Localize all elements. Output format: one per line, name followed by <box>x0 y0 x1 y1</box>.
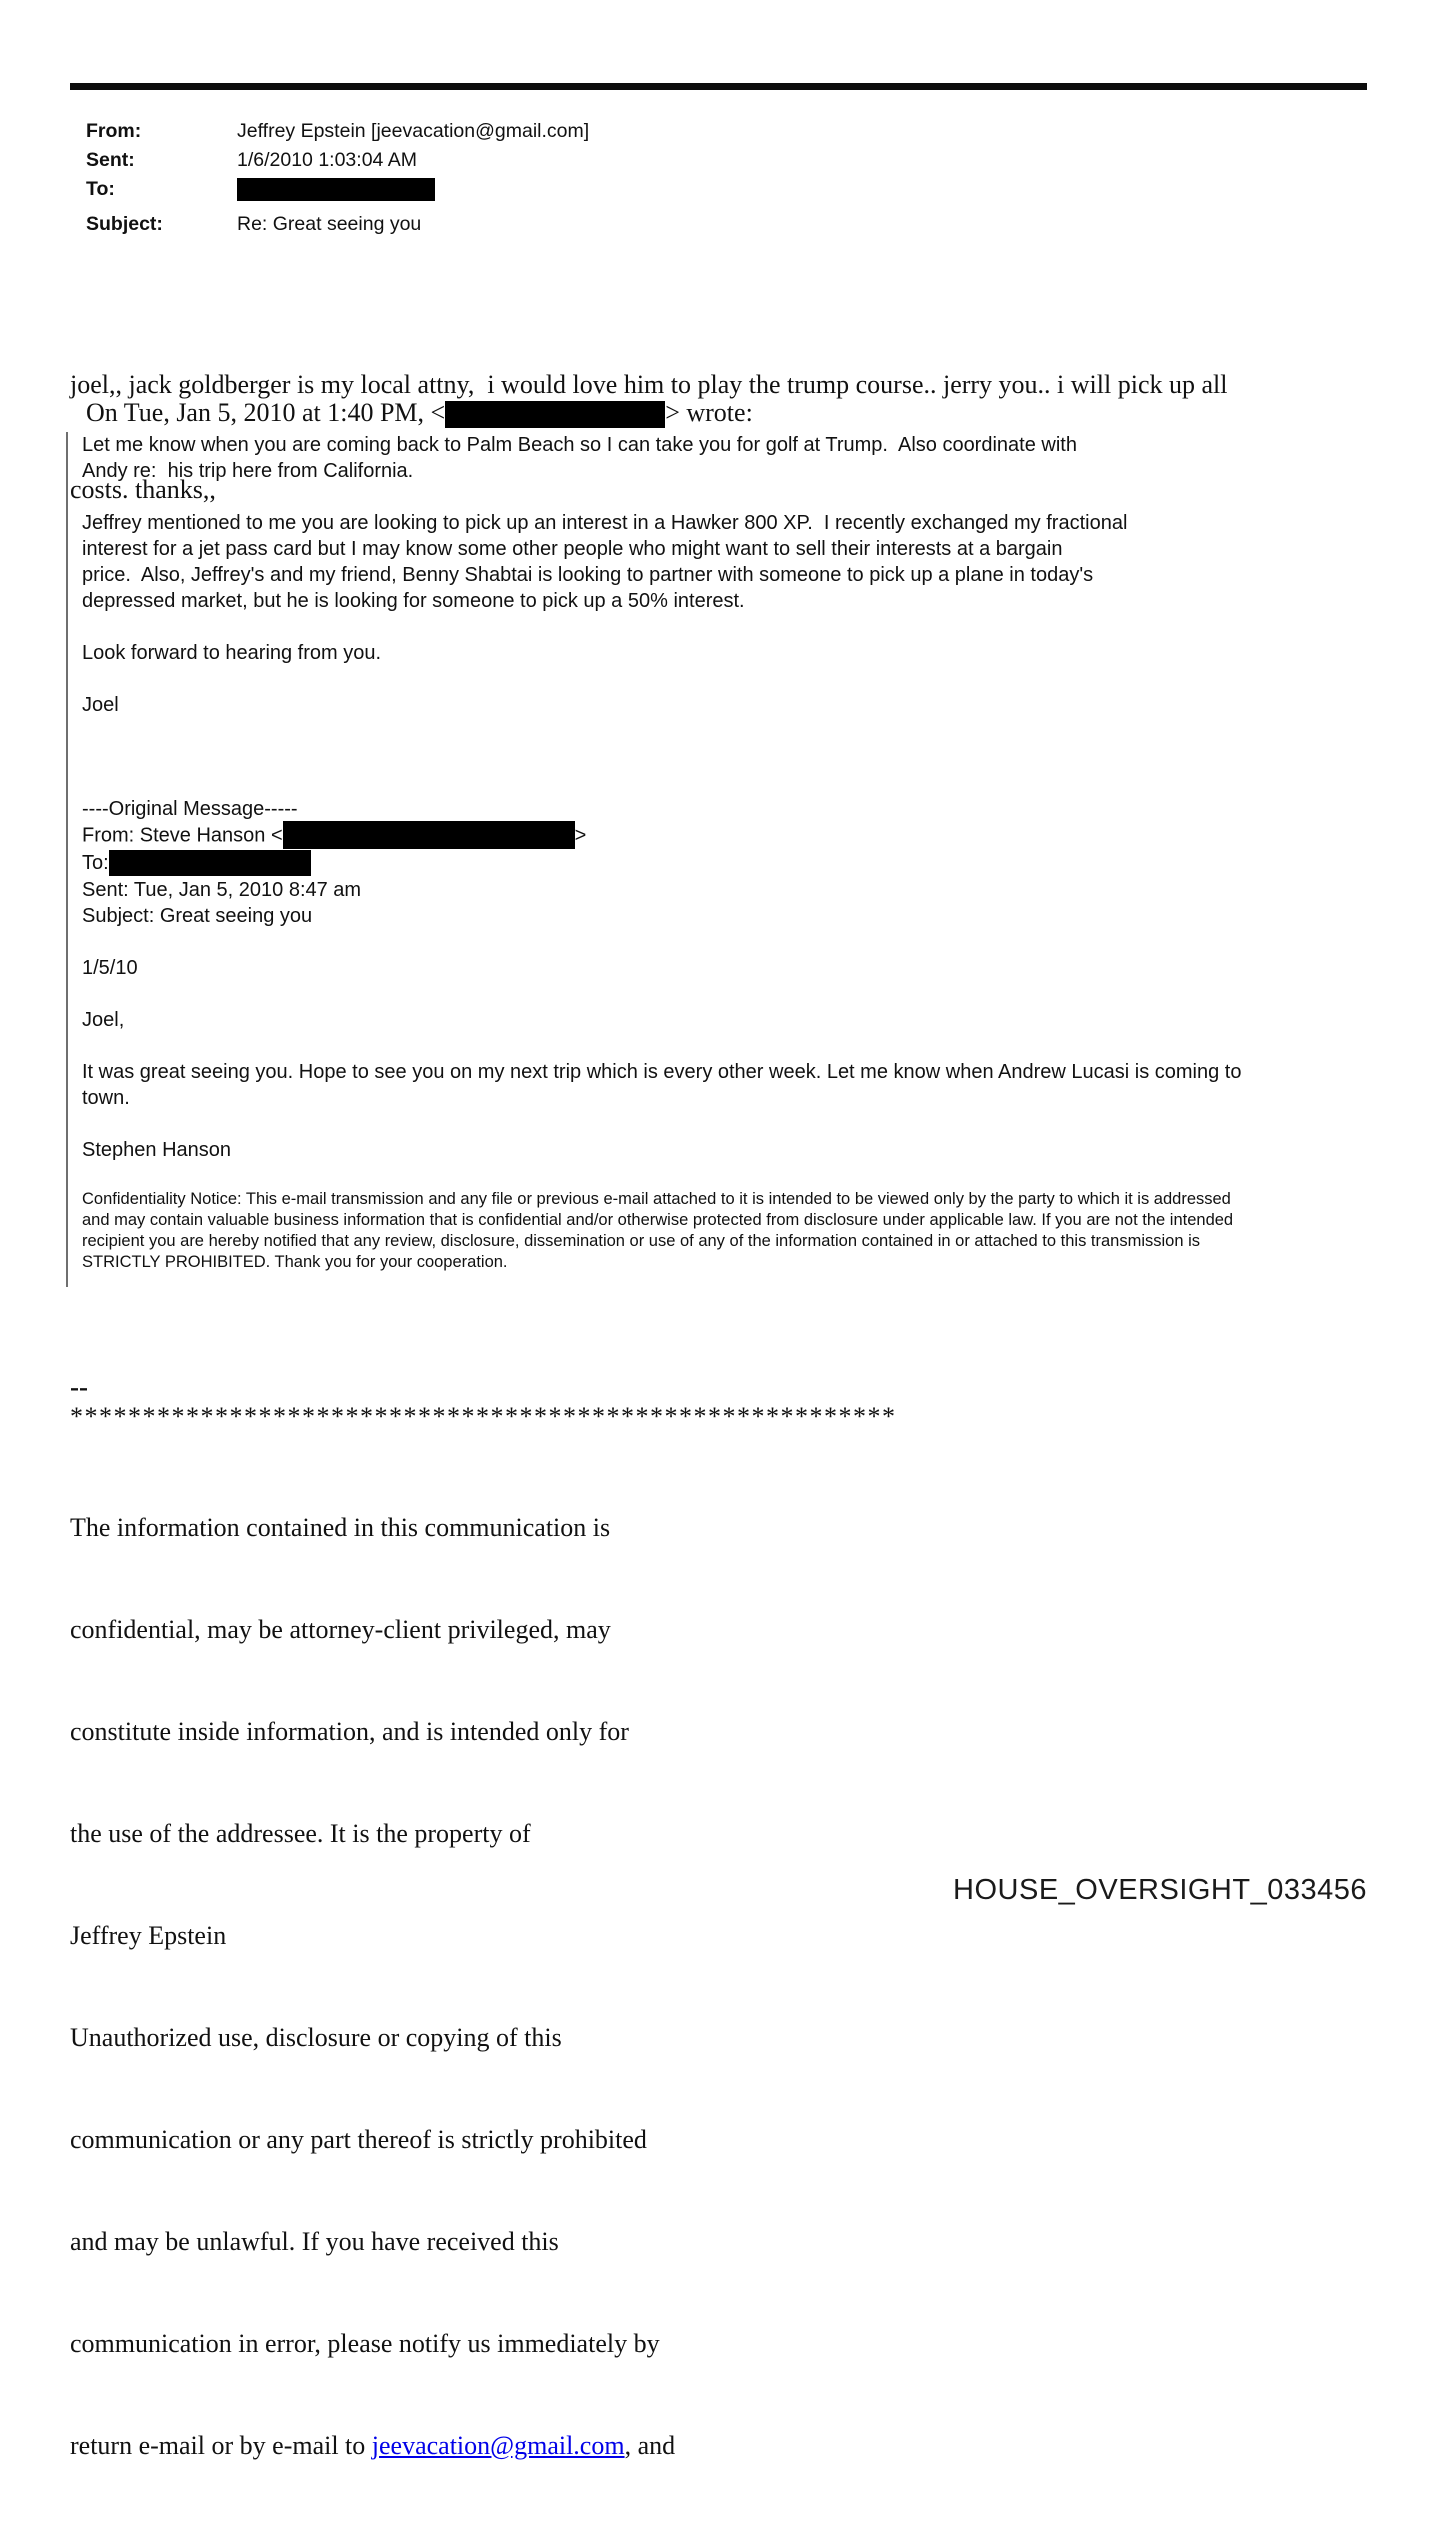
to-value-redacted <box>237 175 435 210</box>
email-header-block <box>86 117 589 239</box>
blank-line <box>82 981 1242 1007</box>
quote-attribution-line <box>86 398 753 429</box>
disclaimer-last-line-post: , and <box>624 2431 676 2460</box>
blank-line <box>82 484 1242 510</box>
confidentiality-notice <box>82 1189 1242 1273</box>
header-row-subject <box>86 210 589 239</box>
quoted-signoff: Joel <box>82 694 119 716</box>
confidentiality-notice-line: recipient you are hereby notified that any review, disclosure, dissemination or use of any of the information contained in or attached to this transmission is <box>82 1231 1201 1250</box>
quoted-line: Jeffrey mentioned to me you are looking to pick up an interest in a Hawker 800 XP. I recently exchanged my fractional <box>82 512 1128 534</box>
quoted-line: depressed market, but he is looking for someone to pick up a 50% interest. <box>82 590 745 612</box>
quoted-closing-line: Look forward to hearing from you. <box>82 642 382 664</box>
bates-number: HOUSE_OVERSIGHT_033456 <box>953 1874 1367 1906</box>
original-greeting: Joel, <box>82 1008 125 1031</box>
to-label: To: <box>86 178 115 200</box>
header-row-to <box>86 175 589 210</box>
sent-label: Sent: <box>86 149 135 171</box>
original-message-line: town. <box>82 1086 130 1109</box>
blank-line <box>82 666 1242 692</box>
blank-line <box>82 1033 1242 1059</box>
confidentiality-notice-line: Confidentiality Notice: This e-mail transmission and any file or previous e-mail attached to it is intended to be viewed only by the party to which it is addressed <box>82 1189 1231 1208</box>
original-message-line: It was great seeing you. Hope to see you on my next trip which is every other week. Let me know when Andrew Lucasi is coming to <box>82 1060 1242 1083</box>
disclaimer-line: communication or any part thereof is strictly prohibited <box>70 2125 647 2154</box>
attribution-text-post: > wrote: <box>665 398 753 427</box>
disclaimer-last-line <box>70 2429 790 2463</box>
redaction-bar <box>283 821 575 849</box>
sent-value: 1/6/2010 1:03:04 AM <box>237 149 417 171</box>
disclaimer-line: Jeffrey Epstein <box>70 1921 227 1950</box>
disclaimer-line: and may be unlawful. If you have received this <box>70 2227 559 2256</box>
epstein-disclaimer-block <box>70 1443 790 2531</box>
quoted-line: price. Also, Jeffrey's and my friend, Benny Shabtai is looking to partner with someone to pick up a plane in today's <box>82 564 1094 586</box>
redaction-bar <box>445 401 665 428</box>
disclaimer-line: the use of the addressee. It is the property of <box>70 1819 531 1848</box>
blank-line <box>82 770 1242 796</box>
quoted-line: Andy re: his trip here from California. <box>82 460 414 482</box>
disclaimer-line: constitute inside information, and is intended only for <box>70 1717 629 1746</box>
signature-separator-dashes: -- <box>70 1372 88 1402</box>
redaction-bar <box>109 850 311 876</box>
blank-line <box>82 718 1242 744</box>
subject-label: Subject: <box>86 213 163 235</box>
blank-line <box>82 744 1242 770</box>
quoted-line: interest for a jet pass card but I may know some other people who might want to sell their interests at a bargain <box>82 538 1063 560</box>
redaction-bar <box>237 178 435 201</box>
disclaimer-line: Unauthorized use, disclosure or copying of this <box>70 2023 562 2052</box>
original-date-line: 1/5/10 <box>82 956 138 979</box>
original-sent-line: Sent: Tue, Jan 5, 2010 8:47 am <box>82 878 362 901</box>
original-to-label: To: <box>82 852 109 874</box>
original-to-line <box>82 850 1242 877</box>
original-signature: Stephen Hanson <box>82 1138 232 1161</box>
reply-line: costs. thanks,, <box>70 475 216 504</box>
blank-line <box>82 1163 1242 1189</box>
original-from-text: From: Steve Hanson < <box>82 824 283 847</box>
original-from-close-bracket: > <box>574 824 587 847</box>
email-link[interactable]: jeevacation@gmail.com <box>371 2431 625 2460</box>
reply-line: joel,, jack goldberger is my local attny, i would love him to play the trump course.. jerry you.. i will pick up all <box>70 370 1228 399</box>
quoted-line: Let me know when you are coming back to Palm Beach so I can take you for golf at Trump. Also coordinate with <box>82 434 1077 456</box>
disclaimer-line: The information contained in this communication is <box>70 1513 611 1542</box>
header-divider-rule <box>70 83 1367 90</box>
disclaimer-line: communication in error, please notify us immediately by <box>70 2329 660 2358</box>
original-subject-line: Subject: Great seeing you <box>82 904 313 927</box>
from-label: From: <box>86 120 142 142</box>
asterisk-divider-row: ********************************************************* <box>70 1402 897 1431</box>
subject-value: Re: Great seeing you <box>237 213 422 235</box>
disclaimer-last-line-pre: return e-mail or by e-mail to <box>70 2431 372 2460</box>
blank-line <box>82 1111 1242 1137</box>
from-value: Jeffrey Epstein [jeevacation@gmail.com] <box>237 120 590 142</box>
confidentiality-notice-line: and may contain valuable business information that is confidential and/or otherwise protected from disclosure under applicable law. If you are not the intended <box>82 1210 1234 1229</box>
attribution-text-pre: On Tue, Jan 5, 2010 at 1:40 PM, < <box>86 398 446 427</box>
original-from-line <box>82 822 1242 850</box>
blank-line <box>82 929 1242 955</box>
confidentiality-notice-line: STRICTLY PROHIBITED. Thank you for your cooperation. <box>82 1252 508 1271</box>
quoted-email-block <box>66 432 1242 1287</box>
original-message-divider: ----Original Message----- <box>82 798 298 820</box>
blank-line <box>82 614 1242 640</box>
header-row-from <box>86 117 589 146</box>
disclaimer-line: confidential, may be attorney-client privileged, may <box>70 1615 611 1644</box>
header-row-sent <box>86 146 589 175</box>
